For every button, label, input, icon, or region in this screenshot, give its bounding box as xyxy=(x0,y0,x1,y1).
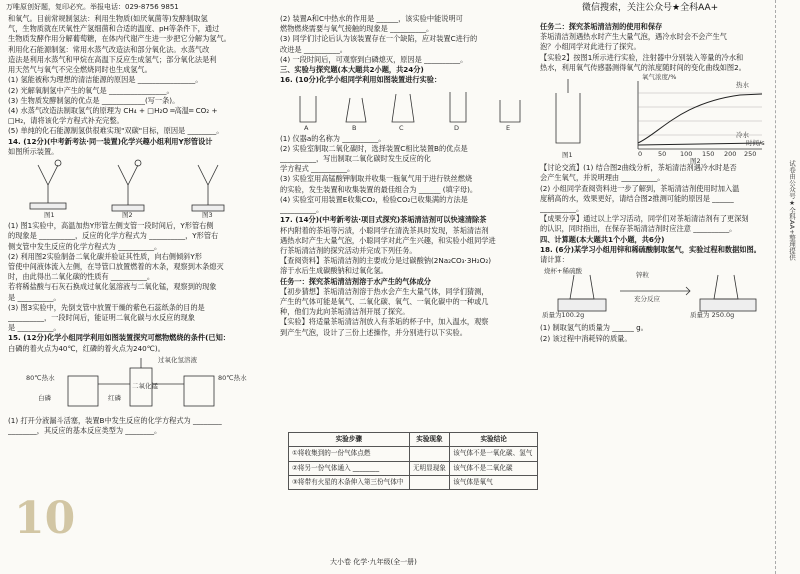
text-line: 时，由此得出二氧化碳的性质有 __________。 xyxy=(8,272,155,282)
question-14: 14. (12分)(中考新考法·同一装置)化学兴趣小组利用Y形管设计 xyxy=(8,136,213,146)
graph-xlabel: 时间/s xyxy=(746,139,765,148)
text-line: 学方程式 __________。 xyxy=(280,164,355,174)
table-header-row xyxy=(289,433,538,447)
apparatus-label-c: C xyxy=(399,123,404,132)
figure-q14 xyxy=(8,157,270,221)
page-number-large: 10 xyxy=(14,493,76,544)
label-h2o2: 过氧化氢溶液 xyxy=(158,355,197,364)
graph-cold-label: 冷水 xyxy=(736,131,749,140)
text-line: (4) 水蒸气改造法制取氢气的原理为 CH₄ + □H₂O ═高温═ CO₂ + xyxy=(8,105,218,115)
text-line: 若将稀盐酸与石灰石换成过氧化氢溶液与二氧化锰，观察到的现象 xyxy=(8,282,217,292)
text-line: 茶垢清洁剂遇热水时产生大量气泡，遇冷水时会不会产生气 xyxy=(540,32,727,42)
text-line: (4) 实验室可用装置E收集CO₂，检验CO₂已收集满的方法是 xyxy=(280,194,468,204)
text-line: (1) 图1实验中，高温加热Y形管左侧支管一段时间后，Y形管右侧 xyxy=(8,221,214,231)
text-line: 溶于水后生成碳酸钠和过氧化氢。 xyxy=(280,266,388,276)
apparatus-label-e: E xyxy=(506,123,511,132)
text-line: 会产生氧气，并说明理由 __________。 xyxy=(540,173,665,183)
table-cell: 该气体不是二氧化碳 xyxy=(450,461,538,475)
text-line: 【讨论交流】(1) 结合图2曲线分析，茶垢清洁剂遇冷水时是否 xyxy=(540,163,737,173)
text-line: 生物质发酵作用分解葡萄糖，在体内代谢产生进一步把它分解为氢气。 xyxy=(8,34,231,44)
text-line: 热水，利用氧气传感器测得氧气的浓度随时间的变化曲线如图2。 xyxy=(540,62,746,72)
text-line: __________，写出制取二氧化碳时发生反应的化 xyxy=(280,153,431,163)
figure-q18 xyxy=(540,265,772,323)
text-line: 是 __________。 xyxy=(8,292,61,302)
text-line: 改进是 __________。 xyxy=(280,44,347,54)
text-line: 泡？小组同学对此进行了探究。 xyxy=(540,42,641,52)
table-header: 实验现象 xyxy=(409,433,450,447)
text-line: (1) 制取氢气的质量为 ______ g。 xyxy=(540,323,648,333)
table-cell xyxy=(409,476,450,490)
text-line: (3) 图3实验中，先倒支管中放置干燥的紫色石蕊纸条的目的是 xyxy=(8,302,205,312)
text-line: 请计算： xyxy=(540,255,569,265)
text-line: 产生的气体可能是氧气、二氧化碳、氧气、一氧化碳中的一种或几 xyxy=(280,297,489,307)
x-tick: 200 xyxy=(724,150,737,159)
text-line: 【查阅资料】茶垢清洁剂的主要成分是过碳酸钠(2Na₂CO₃·3H₂O₂) xyxy=(280,256,492,266)
text-line: 管使中间液体流入左侧，在导管口放置燃着的木条，观察到木条熄灭 xyxy=(8,261,224,271)
table-row xyxy=(289,447,538,461)
text-line: 造法是利用水蒸气和甲烷在高温下反应生成氢气；部分氧化法是利 xyxy=(8,54,217,64)
table-cell: 该气体是氧气 xyxy=(450,476,538,490)
figure-q16 xyxy=(280,86,542,134)
text-line: 气，生物质就在厌氧性产氢细菌和合适的温度、pH等条件下，通过 xyxy=(8,24,220,34)
text-line: __________。 xyxy=(540,203,584,213)
text-line: (1) 打开分液漏斗活塞，装置B中发生反应的化学方程式为 ________ xyxy=(8,415,222,425)
mass-after: 质量为 250.0g xyxy=(690,311,735,320)
text-line: (2) 小组同学查阅资料进一步了解到，茶垢清洁剂使用时加入温 xyxy=(540,183,740,193)
footer-text: 大小卷 化学·九年级(全一册) xyxy=(330,558,417,566)
column-left xyxy=(8,14,270,436)
label-hot-water-c: 80℃热水 xyxy=(218,373,247,382)
question-17: 17. (14分)(中考新考法·项目式探究)茶垢清洁剂可以快速清除茶 xyxy=(280,215,487,225)
text-line: (3) 实验室用高锰酸钾制取并收集一瓶氧气用于进行铁丝燃烧 xyxy=(280,174,473,184)
text-line: 的现象是 __________，反应的化学方程式为 __________，Y形管右 xyxy=(8,231,219,241)
text-line: (3) 生物质发酵制氢的优点是 ____________(写一条)。 xyxy=(8,95,180,105)
text-line: 到产生气泡，设计了三份上述操作，并分别进行以下实验。 xyxy=(280,327,467,337)
section-title: 四、计算题(本大题共1个小题，共6分) xyxy=(540,234,665,244)
figure-label-1: 图1 xyxy=(44,211,55,220)
column-middle xyxy=(280,14,542,338)
text-line: 的认识，同时指出，在保存茶垢清洁剂时应注意 __________。 xyxy=(540,224,737,234)
binding-line xyxy=(775,0,776,574)
column-right xyxy=(540,14,772,344)
label-beaker: 烧杯+稀硫酸 xyxy=(544,267,582,276)
question-16: 16. (10分)化学小组同学利用如图装置进行实验： xyxy=(280,75,442,85)
x-tick: 50 xyxy=(658,150,667,159)
label-zinc: 锌粒 xyxy=(636,271,649,280)
table-cell xyxy=(409,447,450,461)
text-line: __________，一段时间后，能证明二氧化碳与水反应的现象 xyxy=(8,313,195,323)
table-row xyxy=(289,461,538,475)
text-line: 侧支管中发生反应的化学方程式为 __________。 xyxy=(8,241,162,251)
apparatus-label-d: D xyxy=(454,123,460,132)
text-line: (2) 利用图2实验制备二氧化碳并验证其性质，向右侧倾斜Y形 xyxy=(8,251,202,261)
table-cell: 该气体不是一氧化碳、氢气 xyxy=(450,447,538,461)
fig1-caption: 图1 xyxy=(562,151,573,160)
header-text: 万唯原创好题，复印必究。举报电话：029-8756 9851 xyxy=(6,3,179,11)
text-line: 【初步猜想】茶垢清洁剂溶于热水会产生大量气体，同学们猜测， xyxy=(280,286,489,296)
text-line: 和氧气。目前常规制氢法：利用生物质(如厌氧菌等)发酵制取氢 xyxy=(8,14,208,23)
watermark-text: 微信搜索，关注公众号★全科AA+ xyxy=(582,3,719,13)
text-line: (2) 该过程中消耗锌的质量。 xyxy=(540,333,632,343)
lab-apparatus xyxy=(280,86,542,134)
graph-ylabel: 氧气浓度/% xyxy=(642,73,677,82)
text-line: 度稍高的水，效果更好，请结合图2推测可能的原因是 ______ xyxy=(540,193,734,203)
text-line: (2) 光解氧制氢中产生的氧气是 ________________。 xyxy=(8,85,174,95)
text-line: 【实验2】按图1所示进行实验，注射器中分别装入等量的冷水和 xyxy=(540,52,744,62)
table-row xyxy=(289,476,538,490)
text-line: 【实验】将适量茶垢清洁剂放入有茶垢的杯子中，加入温水，观察 xyxy=(280,317,489,327)
table-header: 实验步骤 xyxy=(289,433,410,447)
text-line: 如图所示装置。 xyxy=(8,146,59,156)
fig2-caption: 图2 xyxy=(690,157,701,166)
side-watermark: 试卷由公众号★全科AA+整理提供 xyxy=(788,160,796,261)
figure-label-2: 图2 xyxy=(122,211,133,220)
task-two-title: 任务二：探究茶垢清洁剂的使用和保存 xyxy=(540,22,663,31)
graph-hot-label: 热水 xyxy=(736,81,749,90)
text-line: 【成果分享】通过以上学习活动，同学们对茶垢清洁剂有了更深刻 xyxy=(540,214,749,224)
x-tick: 150 xyxy=(702,150,715,159)
section-title: 三、实验与探究题(本大题共2小题，共24分) xyxy=(280,65,424,75)
text-line: 利用化石能源制氢：常用水蒸气改造法和部分氧化法。水蒸气改 xyxy=(8,44,210,54)
figure-q15 xyxy=(8,354,270,416)
text-line: 遇热水时产生大量气泡，小聪同学对此产生兴趣，和实验小组同学进 xyxy=(280,235,496,245)
label-red-phosphorus: 红磷 xyxy=(108,393,121,402)
question-15: 15. (12分)化学小组同学利用如图装置探究可燃物燃烧的条件(已知： xyxy=(8,333,230,343)
label-hot-water-a: 80℃热水 xyxy=(26,373,55,382)
label-mno2: 二氧化锰 xyxy=(132,381,158,390)
mass-before: 质量为100.2g xyxy=(542,311,585,320)
table-cell: ①将收集到的一份气体点燃 xyxy=(289,447,410,461)
text-line: 白磷的着火点为40℃，红磷的着火点为240℃)。 xyxy=(8,343,165,353)
apparatus-label-b: B xyxy=(352,123,357,132)
text-line: (1) 氢能被称为理想的清洁能源的原因是 ________________。 xyxy=(8,75,203,85)
text-line: ________，其反应的基本反应类型为 ________。 xyxy=(8,426,162,436)
text-line: 的实验，发生装置和收集装置的最佳组合为 ______ (填字母)。 xyxy=(280,184,478,194)
text-line: (2) 装置A和C中热水的作用是 ______，该实验中能说明可 xyxy=(280,14,463,23)
text-line: □H₂，请将该化学方程式补充完整。 xyxy=(8,116,124,126)
table-cell: ②将另一份气体通入 ________ xyxy=(289,461,410,475)
text-line: __________。 xyxy=(280,205,324,215)
figure-oxygen xyxy=(540,73,772,166)
x-tick: 100 xyxy=(680,150,693,159)
text-line: (3) 同学们讨论后认为该装置存在一个缺陷，应对装置C进行的 xyxy=(280,34,478,44)
text-line: 燃物燃烧需要与氧气接触的现象是 __________。 xyxy=(280,24,434,34)
text-line: 是 __________。 xyxy=(8,323,61,333)
text-line: (1) 仪器a的名称为 __________。 xyxy=(280,133,386,143)
label-white-phosphorus: 白磷 xyxy=(38,393,51,402)
table-cell: ③将带有火星的木条伸入第三份气体中 xyxy=(289,476,410,490)
figure-label-3: 图3 xyxy=(202,211,213,220)
text-line: (4) 一段时间后，可观察到白磷熄灭，原因是 __________。 xyxy=(280,54,468,64)
experiment-table xyxy=(288,432,538,490)
label-react: 充分反应 xyxy=(634,295,660,304)
table-header: 实验结论 xyxy=(450,433,538,447)
text-line: (2) 实验室制取二氧化碳时，选择装置C相比装置B的优点是 xyxy=(280,143,468,153)
table-cell: 无明显现象 xyxy=(409,461,450,475)
task-one-title: 任务一：探究茶垢清洁剂溶于水产生的气体成分 xyxy=(280,276,431,286)
x-tick: 0 xyxy=(638,150,643,159)
text-line: 行茶垢清洁剂的探究活动并完成下列任务。 xyxy=(280,245,417,255)
text-line: (5) 单纯的化石能源制氢供很难实现"双碳"目标，原因是 ________。 xyxy=(8,126,224,136)
text-line: 种，他们为此向茶垢清洁剂开展了探究。 xyxy=(280,307,410,317)
x-tick: 250 xyxy=(744,150,757,159)
text-line: 用天然气与氧气不完全燃烧同时也生成氢气。 xyxy=(8,65,152,75)
apparatus-label-a: A xyxy=(304,123,309,132)
question-18: 18. (6分)某学习小组用锌和稀硫酸制取氢气，实验过程和数据如图。 xyxy=(540,244,761,254)
text-line: 杯内附着的茶垢等污渍，小聪同学在清洗茶具时发现，茶垢清洁剂 xyxy=(280,225,489,235)
